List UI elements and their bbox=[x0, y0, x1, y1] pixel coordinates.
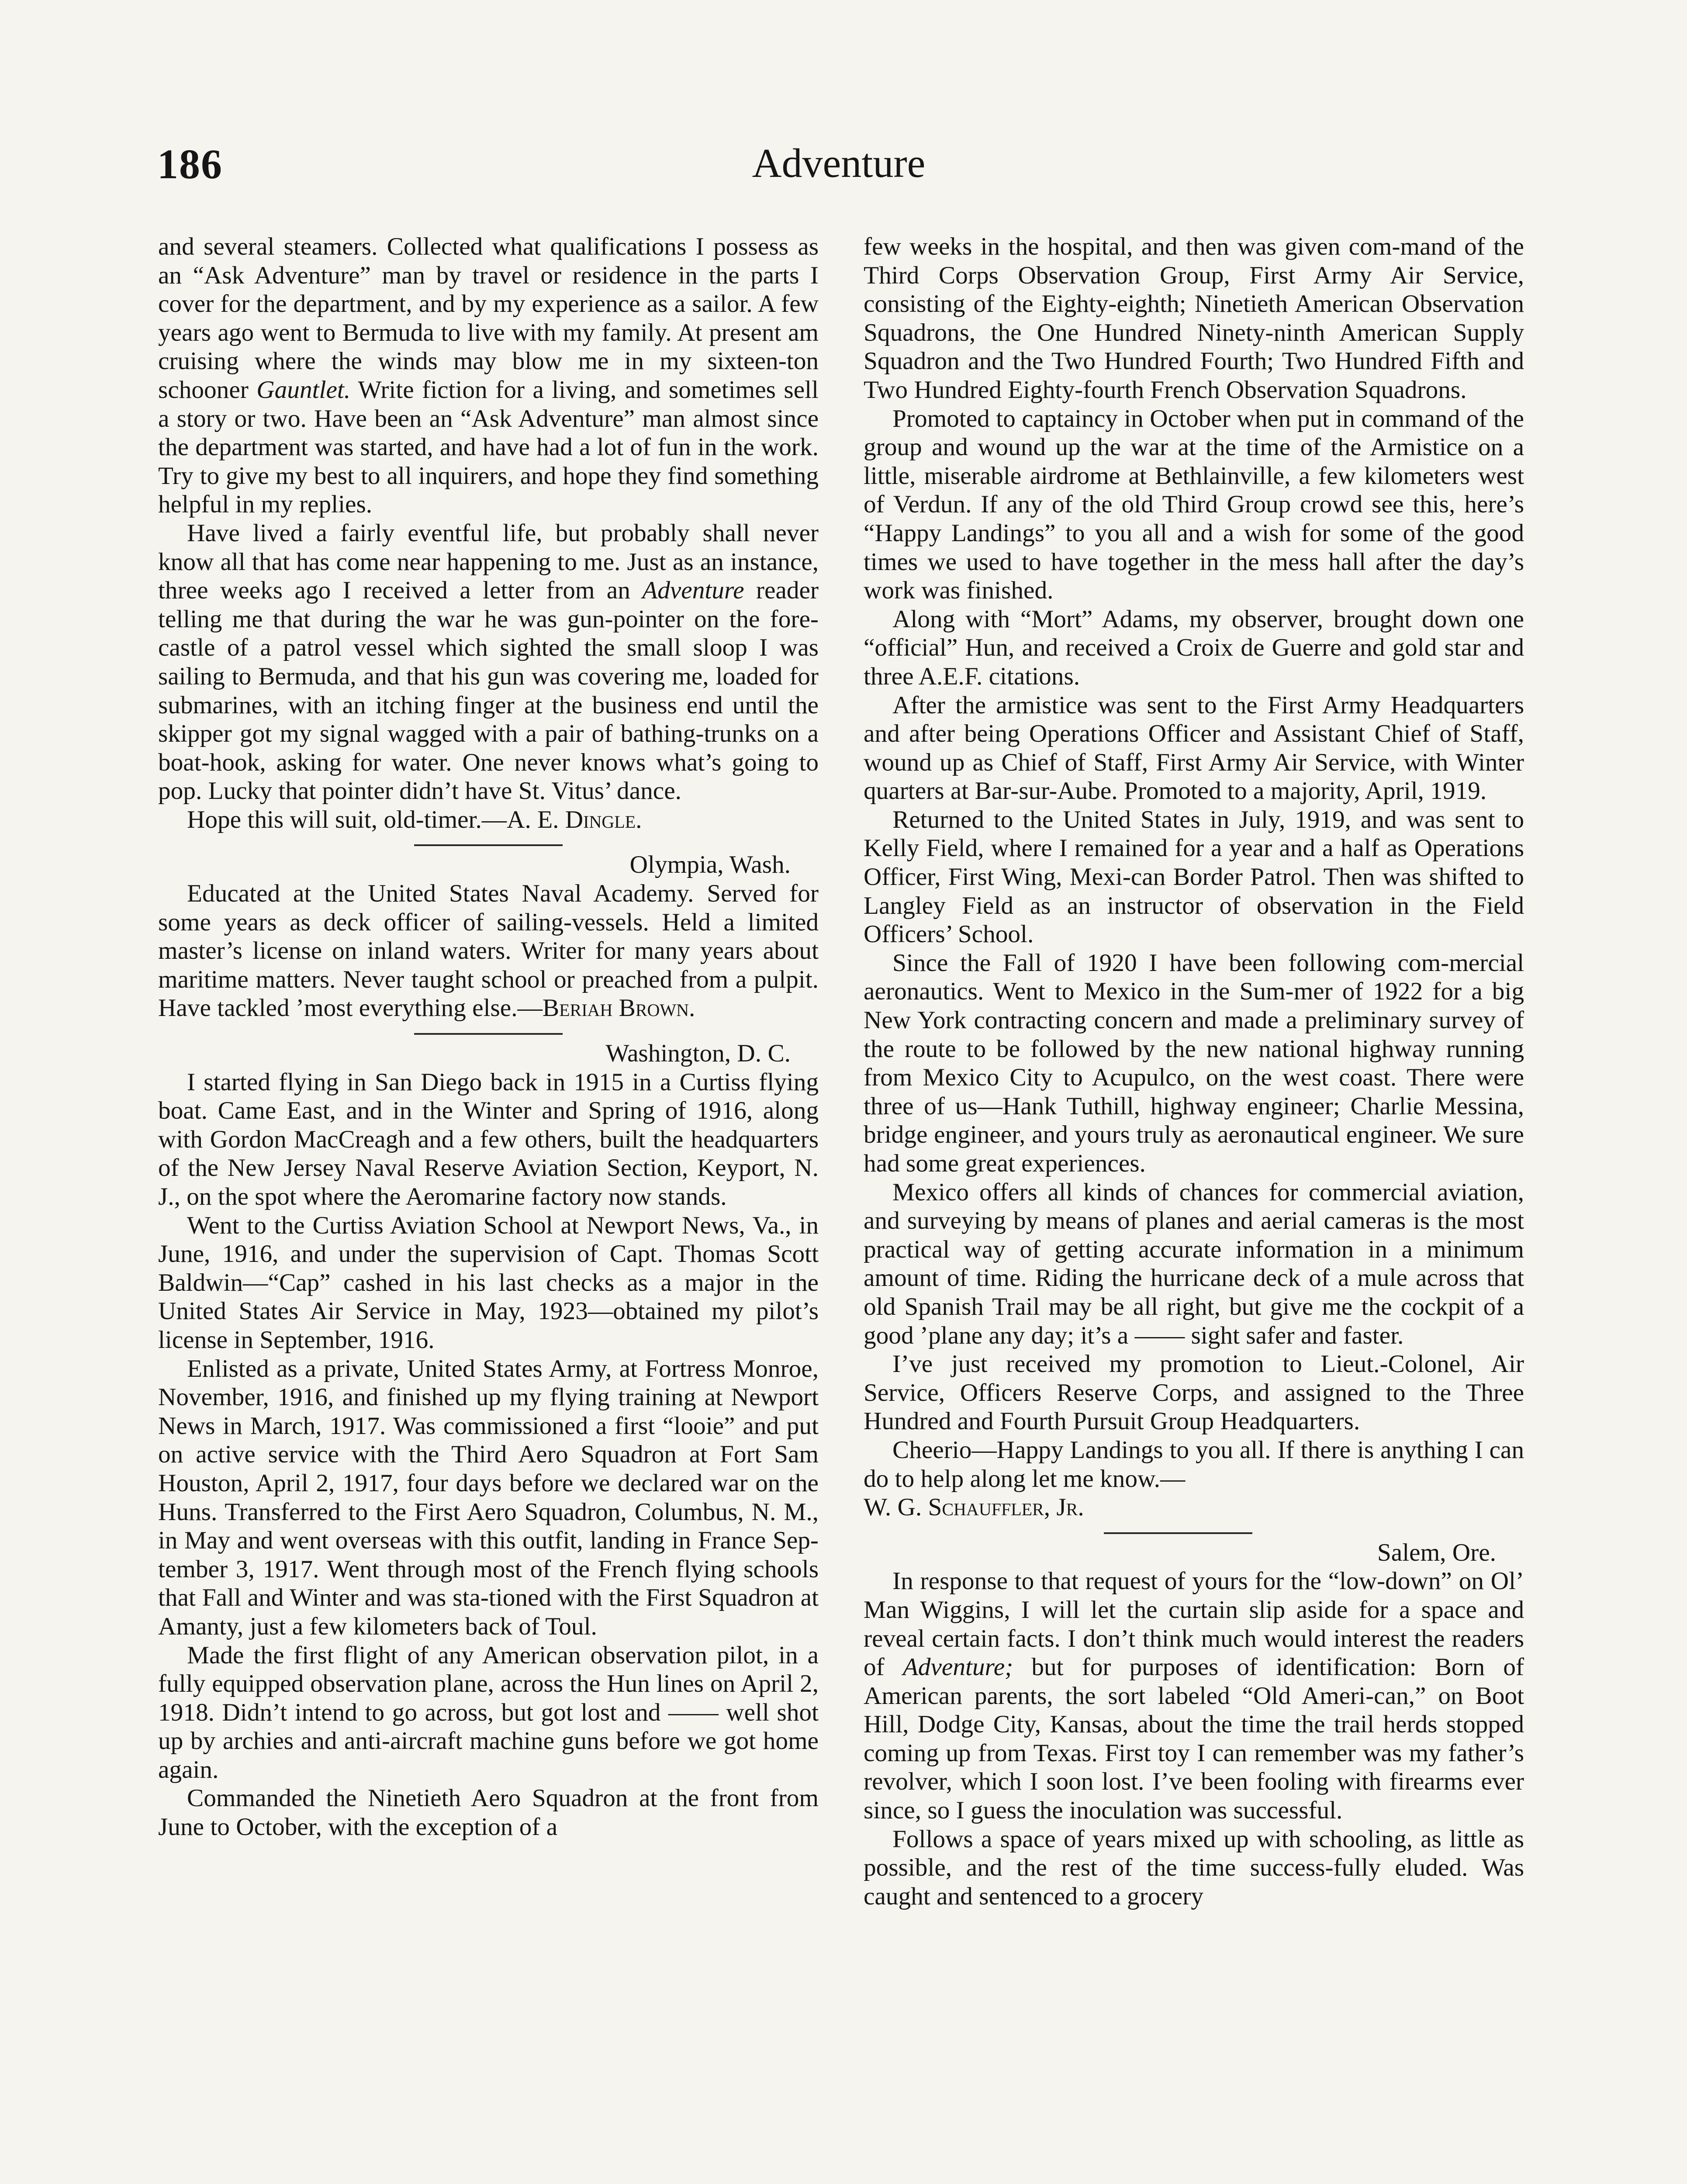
left-column bbox=[158, 232, 819, 1842]
right-column bbox=[864, 232, 1524, 1911]
paragraph: Made the first flight of any American observation pilot, in a fully equipped observation plane, across the Hun lines on April 2, 1918. Didn’t intend to go across, but got lost and —— well shot up by archies and anti-aircraft machine guns before we got home again. bbox=[158, 1641, 819, 1783]
section-divider bbox=[1104, 1532, 1252, 1534]
dateline: Washington, D. C. bbox=[605, 1040, 791, 1068]
paragraph: Enlisted as a private, United States Army, at Fortress Monroe, November, 1916, and finished up my flying training at Newport News in March, 1917. Was commissioned a first “looie” and put on active service with the Third Aero Squadron at Fort Sam Houston, April 2, 1917, four days before we declared war on the Huns. Transferred to the First Aero Squadron, Columbus, N. M., in May and went overseas with this outfit, landing in France Sep-tember 3, 1917. Went through most of the French flying schools that Fall and Winter and was sta-tioned with the First Squadron at Amanty, just a few kilometers back of Toul. bbox=[158, 1355, 819, 1640]
paragraph: Hope this will suit, old-timer.—A. E. Dingle. bbox=[187, 805, 642, 833]
paragraph: few weeks in the hospital, and then was given com-mand of the Third Corps Observation Group, First Army Air Service, consisting of the Eighty-eighth; Ninetieth American Observation Squadrons, the One Hundred Ninety-ninth American Supply Squadron and the Two Hundred Fourth; Two Hundred Fifth and Two Hundred Eighty-fourth French Observation Squadrons. bbox=[864, 233, 1524, 404]
paragraph: Mexico offers all kinds of chances for commercial aviation, and surveying by means of planes and aerial cameras is the most practical way of getting accurate information in a minimum amount of time. Riding the hurricane deck of a mule across that old Spanish Trail may be all right, but give me the cockpit of a good ’plane any day; it’s a —— sight safer and faster. bbox=[864, 1178, 1524, 1349]
section-divider bbox=[414, 844, 563, 846]
dateline: Olympia, Wash. bbox=[629, 851, 791, 879]
page-header bbox=[157, 140, 1520, 205]
paragraph: and several steamers. Collected what qualifications I possess as an “Ask Adventure” man by travel or residence in the parts I cover for the department, and by my experience as a sailor. A few years ago went to Bermuda to live with my family. At present am cruising where the winds may blow me in my sixteen-ton schooner Gauntlet. Write fiction for a living, and sometimes sell a story or two. Have been an “Ask Adventure” man almost since the department was started, and have had a lot of fun in the work. Try to give my best to all inquirers, and hope they find something helpful in my replies. bbox=[158, 233, 819, 518]
paragraph: Went to the Curtiss Aviation School at Newport News, Va., in June, 1916, and under the supervision of Capt. Thomas Scott Baldwin—“Cap” cashed in his last checks as a major in the United States Air Service in May, 1923—obtained my pilot’s license in September, 1916. bbox=[158, 1211, 819, 1354]
paragraph: I started flying in San Diego back in 1915 in a Curtiss flying boat. Came East, and in the Winter and Spring of 1916, along with Gordon MacCreagh and a few others, built the headquarters of the New Jersey Naval Reserve Aviation Section, Keyport, N. J., on the spot where the Aeromarine factory now stands. bbox=[158, 1068, 819, 1210]
paragraph: Commanded the Ninetieth Aero Squadron at the front from June to October, with the exception of a bbox=[158, 1784, 819, 1841]
paragraph: Since the Fall of 1920 I have been following com-mercial aeronautics. Went to Mexico in the Sum-mer of 1922 for a big New York contracting concern and made a preliminary survey of the route to be followed by the new national highway running from Mexico City to Acupulco, on the west coast. There were three of us—Hank Tuthill, highway engineer; Charlie Messina, bridge engineer, and yours truly as aeronautical engineer. We sure had some great experiences. bbox=[864, 949, 1524, 1177]
signature: W. G. Schauffler, Jr. bbox=[864, 1493, 1084, 1521]
paragraph: In response to that request of yours for the “low-down” on Ol’ Man Wiggins, I will let the curtain slip aside for a space and reveal certain facts. I don’t think much would interest the readers of Adventure; but for purposes of identification: Born of American parents, the sort labeled “Old Ameri-can,” on Boot Hill, Dodge City, Kansas, about the time the trail herds stopped coming up from Texas. First toy I can remember was my father’s revolver, which I soon lost. I’ve been fooling with firearms ever since, so I guess the inoculation was successful. bbox=[864, 1567, 1524, 1825]
paragraph: Returned to the United States in July, 1919, and was sent to Kelly Field, where I remained for a year and a half as Operations Officer, First Wing, Mexi-can Border Patrol. Then was shifted to Langley Field as an instructor of observation in the Field Officers’ School. bbox=[864, 805, 1524, 948]
dateline: Salem, Ore. bbox=[1377, 1538, 1496, 1566]
page-number: 186 bbox=[157, 141, 223, 187]
running-title: Adventure bbox=[752, 141, 926, 186]
paragraph: Along with “Mort” Adams, my observer, brought down one “official” Hun, and received a Croix de Guerre and gold star and three A.E.F. citations. bbox=[864, 605, 1524, 690]
section-divider bbox=[414, 1033, 563, 1035]
signature: A. E. Dingle. bbox=[507, 805, 642, 833]
paragraph: I’ve just received my promotion to Lieut.-Colonel, Air Service, Officers Reserve Corps, and assigned to the Three Hundred and Fourth Pursuit Group Headquarters. bbox=[864, 1350, 1524, 1435]
paragraph: Have lived a fairly eventful life, but probably shall never know all that has come near happening to me. Just as an instance, three weeks ago I received a letter from an Adventure reader telling me that during the war he was gun-pointer on the fore-castle of a patrol vessel which sighted the small sloop I was sailing to Bermuda, and that his gun was covering me, loaded for submarines, with an itching finger at the business end until the skipper got my signal wagged with a pair of bathing-trunks on a boat-hook, asking for water. One never knows what’s going to pop. Lucky that pointer didn’t have St. Vitus’ dance. bbox=[158, 519, 819, 805]
paragraph: Promoted to captaincy in October when put in command of the group and wound up the war at the time of the Armistice on a little, miserable airdrome at Bethlainville, a few kilometers west of Verdun. If any of the old Third Group crowd see this, here’s “Happy Landings” to you all and a wish for some of the good times we used to have together in the mess hall after the day’s work was finished. bbox=[864, 404, 1524, 605]
signature: Beriah Brown. bbox=[542, 994, 695, 1022]
paragraph: After the armistice was sent to the First Army Headquarters and after being Operations Officer and Assistant Chief of Staff, wound up as Chief of Staff, First Army Air Service, with Winter quarters at Bar-sur-Aube. Promoted to a majority, April, 1919. bbox=[864, 691, 1524, 805]
paragraph: Educated at the United States Naval Academy. Served for some years as deck officer of sailing-vessels. Held a limited master’s license on inland waters. Writer for many years about maritime matters. Never taught school or preached from a pulpit. Have tackled ’most everything else.—Beriah Brown. bbox=[158, 880, 819, 1022]
paragraph: Cheerio—Happy Landings to you all. If there is anything I can do to help along let me know.— W. G. Schauffler, Jr. bbox=[864, 1436, 1524, 1521]
paragraph: Follows a space of years mixed up with schooling, as little as possible, and the rest of the time success-fully eluded. Was caught and sentenced to a grocery bbox=[864, 1825, 1524, 1910]
